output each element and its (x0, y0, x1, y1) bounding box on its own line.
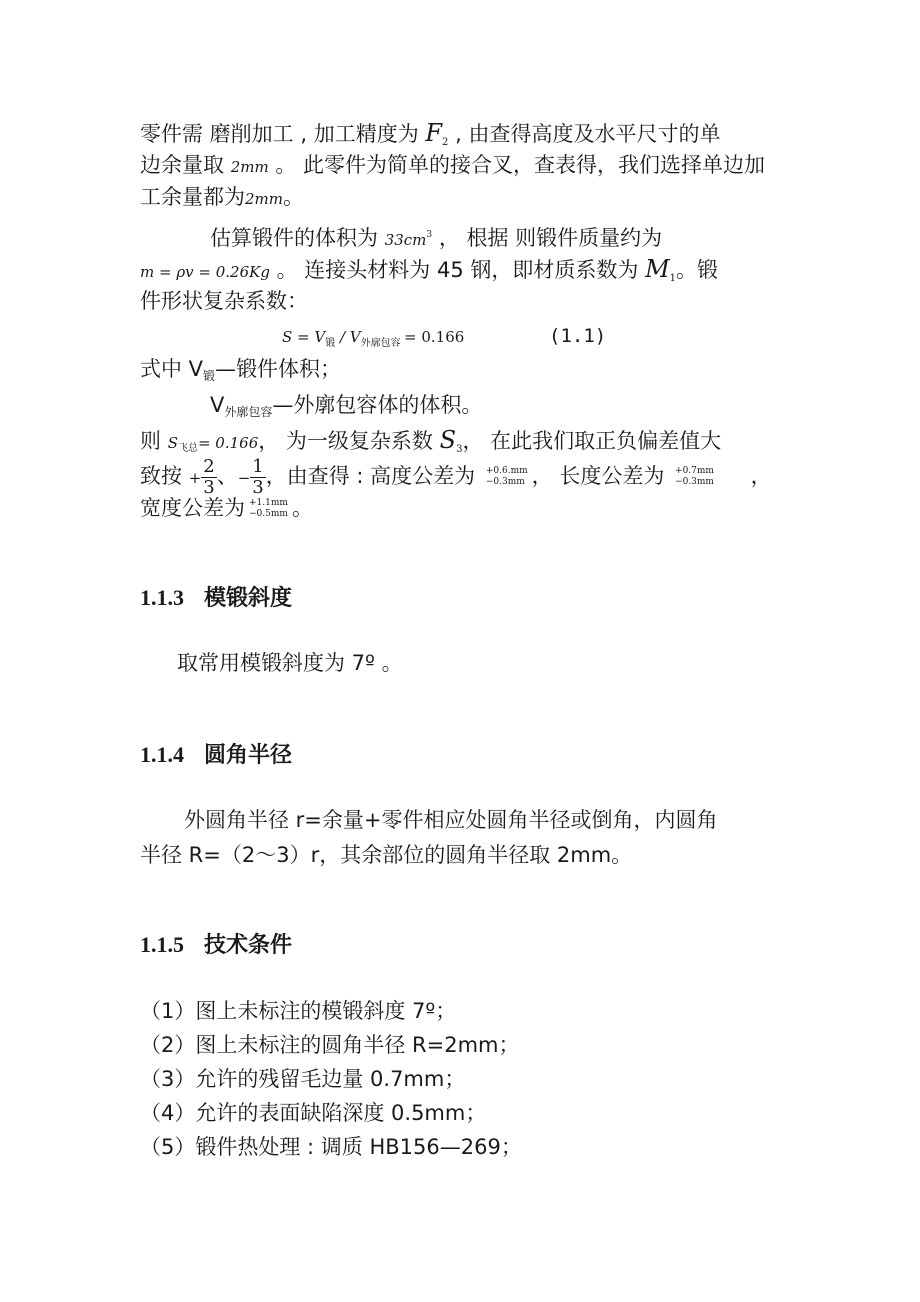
para1-line2 (140, 150, 765, 182)
math-value: $S_{飞总}= 0.166$ (167, 434, 259, 454)
text: 致按 (140, 464, 182, 488)
text: ，由查得 : 高度公差为 (265, 464, 476, 488)
formula-number: (1.1) (549, 325, 607, 347)
text: , 由查得高度及水平尺寸的单 (455, 122, 721, 146)
para2-line3 (140, 286, 308, 316)
mass-equation: m = ρv = 0.26Kg (140, 263, 270, 281)
section-heading-113: 1.1.3 模锻斜度 (140, 585, 293, 611)
text: 。 连接头材料为 45 钢，即材质系数为 (276, 258, 639, 282)
text: ， (750, 464, 772, 488)
text: 式中 V (140, 357, 204, 381)
fraction: $\frac{2}{3}$ (203, 455, 215, 498)
text: 。 此零件为简单的接合叉，查表得，我们选择单边加 (275, 153, 766, 177)
text: 零件需 磨削加工 , 加工精度为 (140, 122, 419, 146)
text: 边余量取 (140, 153, 224, 177)
text: ， 长度公差为 (531, 464, 665, 488)
math-symbol: $F_2$ (425, 119, 449, 148)
text: 。锻 (676, 258, 719, 282)
text: ， 在此我们取正负偏差值大 (462, 429, 722, 453)
para2-line7: 致按 + $\frac{2}{3}$ 、− $\frac{1}{3}$ ，由查得 : 高度公差为 +0.6.mm −0.3mm ， 长度公差为 +0.7mm −0.3mm ， (140, 455, 772, 498)
math-value: 2mm (245, 190, 283, 208)
list-item: （2）图上未标注的圆角半径 R=2mm； (140, 1033, 520, 1057)
math-value: 2mm (230, 158, 269, 176)
text: 工余量都为 (140, 185, 245, 209)
section-heading-114: 1.1.4 圆角半径 (140, 742, 293, 768)
section-114-line1: 外圆角半径 r=余量+零件相应处圆角半径或倒角，内圆角 (184, 808, 718, 832)
text: V (210, 393, 225, 417)
list-item: （4）允许的表面缺陷深度 0.5mm； (140, 1101, 487, 1125)
para2-line8 (140, 493, 313, 523)
math-value: $33cm^3$ (384, 230, 433, 249)
math-symbol: $M_1$ (645, 255, 677, 284)
text: ， 为一级复杂系数 (258, 429, 433, 453)
where-line1: 式中 V锻—锻件体积； (140, 357, 342, 383)
width-tolerance: +1.1mm −0.5mm (249, 498, 288, 519)
formula-rhs: = 0.166 (404, 328, 465, 346)
list-item: （1）图上未标注的模锻斜度 7º； (140, 999, 457, 1023)
fraction: $\frac{1}{3}$ (252, 455, 264, 498)
math-symbol: $S_3$ (439, 426, 463, 455)
text: 、 (216, 464, 238, 488)
text: ， 根据 则锻件质量约为 (438, 226, 663, 250)
text: —外廓包容体的体积。 (272, 393, 483, 417)
para2-line1 (210, 220, 662, 255)
height-tolerance: +0.6.mm −0.3mm (485, 466, 528, 487)
section-114-line2: 半径 R=（2～3）r，其余部位的圆角半径取 2mm。 (140, 843, 633, 867)
text: 件形状复杂系数： (140, 289, 308, 313)
text: 宽度公差为 (140, 496, 245, 520)
para1-line3 (140, 182, 304, 214)
section-heading-115: 1.1.5 技术条件 (140, 932, 293, 958)
text: —锻件体积； (215, 357, 342, 381)
list-item: （5）锻件热处理 : 调质 HB156—269； (140, 1135, 522, 1159)
length-tolerance: +0.7mm −0.3mm (675, 466, 714, 487)
text: 则 (140, 429, 161, 453)
list-item: （3）允许的残留毛边量 0.7mm； (140, 1067, 466, 1091)
text: 估算锻件的体积为 (210, 226, 378, 250)
formula: $S = V_锻 / V_{外廓包容}$ (282, 328, 401, 349)
text: 。 (291, 496, 313, 520)
where-line2: V外廓包容—外廓包容体的体积。 (210, 393, 483, 419)
text: 。 (283, 185, 304, 209)
section-113-text: 取常用模锻斜度为 7º 。 (177, 651, 403, 675)
